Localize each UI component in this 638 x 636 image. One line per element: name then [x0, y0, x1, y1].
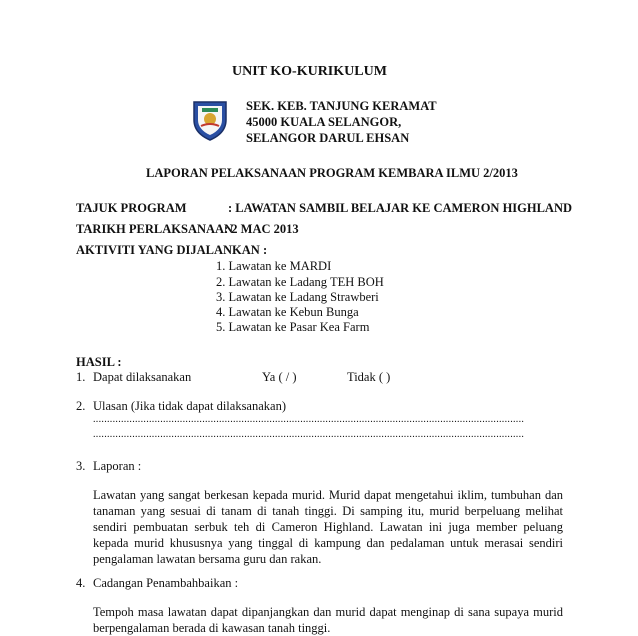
suggestion-paragraph: Tempoh masa lawatan dapat dipanjangkan dan murid dapat menginap di sana supaya murid berpengalaman berada di kawasan tanah tinggi. — [93, 605, 563, 635]
item-1-text: Dapat dilaksanakan — [93, 370, 192, 384]
dotted-line-2: .......................................................................................................................................................... — [93, 429, 525, 440]
activity-item: 5. Lawatan ke Pasar Kea Farm — [216, 320, 370, 334]
item-2-number: 2. — [76, 399, 86, 413]
report-paragraph: Lawatan yang sangat berkesan kepada murid. Murid dapat mengetahui iklim, tumbuhan dan tanaman yang sesuai di tanam di tanah tinggi. Di samping itu, murid berpeluang melihat sendiri pembuatan serbuk teh di Cameron Highland. Lawatan ini juga member peluang kepada murid khususnya yang tinggal di kampung dan pedalaman untuk merasai sendiri pengalaman lawatan bersama guru dan rakan. — [93, 488, 563, 566]
report-title: LAPORAN PELAKSANAAN PROGRAM KEMBARA ILMU 2/2013 — [146, 166, 518, 180]
program-value: : LAWATAN SAMBIL BELAJAR KE CAMERON HIGHLAND — [228, 201, 573, 215]
item-2-text: Ulasan (Jika tidak dapat dilaksanakan) — [93, 399, 286, 413]
activity-item: 3. Lawatan ke Ladang Strawberi — [216, 290, 379, 304]
item-4-number: 4. — [76, 576, 86, 590]
dotted-line-1: .......................................................................................................................................................... — [93, 414, 525, 425]
activity-item: 4. Lawatan ke Kebun Bunga — [216, 305, 359, 319]
activity-item: 1. Lawatan ke MARDI — [216, 259, 332, 273]
item-1-number: 1. — [76, 370, 86, 384]
activities-label: AKTIVITI YANG DIJALANKAN : — [76, 243, 268, 257]
date-label: TARIKH PERLAKSANAAN — [76, 222, 234, 236]
item-3-text: Laporan : — [93, 459, 142, 473]
school-line-2: 45000 KUALA SELANGOR, — [246, 115, 402, 129]
unit-title: UNIT KO-KURIKULUM — [232, 64, 387, 79]
activity-item: 2. Lawatan ke Ladang TEH BOH — [216, 275, 384, 289]
school-line-3: SELANGOR DARUL EHSAN — [246, 131, 410, 145]
hasil-label: HASIL : — [76, 355, 122, 369]
date-value: : 2 MAC 2013 — [224, 222, 299, 236]
program-label: TAJUK PROGRAM — [76, 201, 187, 215]
tidak-checkbox: Tidak ( ) — [347, 370, 391, 384]
school-crest-logo — [188, 98, 232, 142]
school-line-1: SEK. KEB. TANJUNG KERAMAT — [246, 99, 437, 113]
ya-checkbox: Ya ( / ) — [262, 370, 297, 384]
item-4-text: Cadangan Penambahbaikan : — [93, 576, 239, 590]
item-3-number: 3. — [76, 459, 86, 473]
